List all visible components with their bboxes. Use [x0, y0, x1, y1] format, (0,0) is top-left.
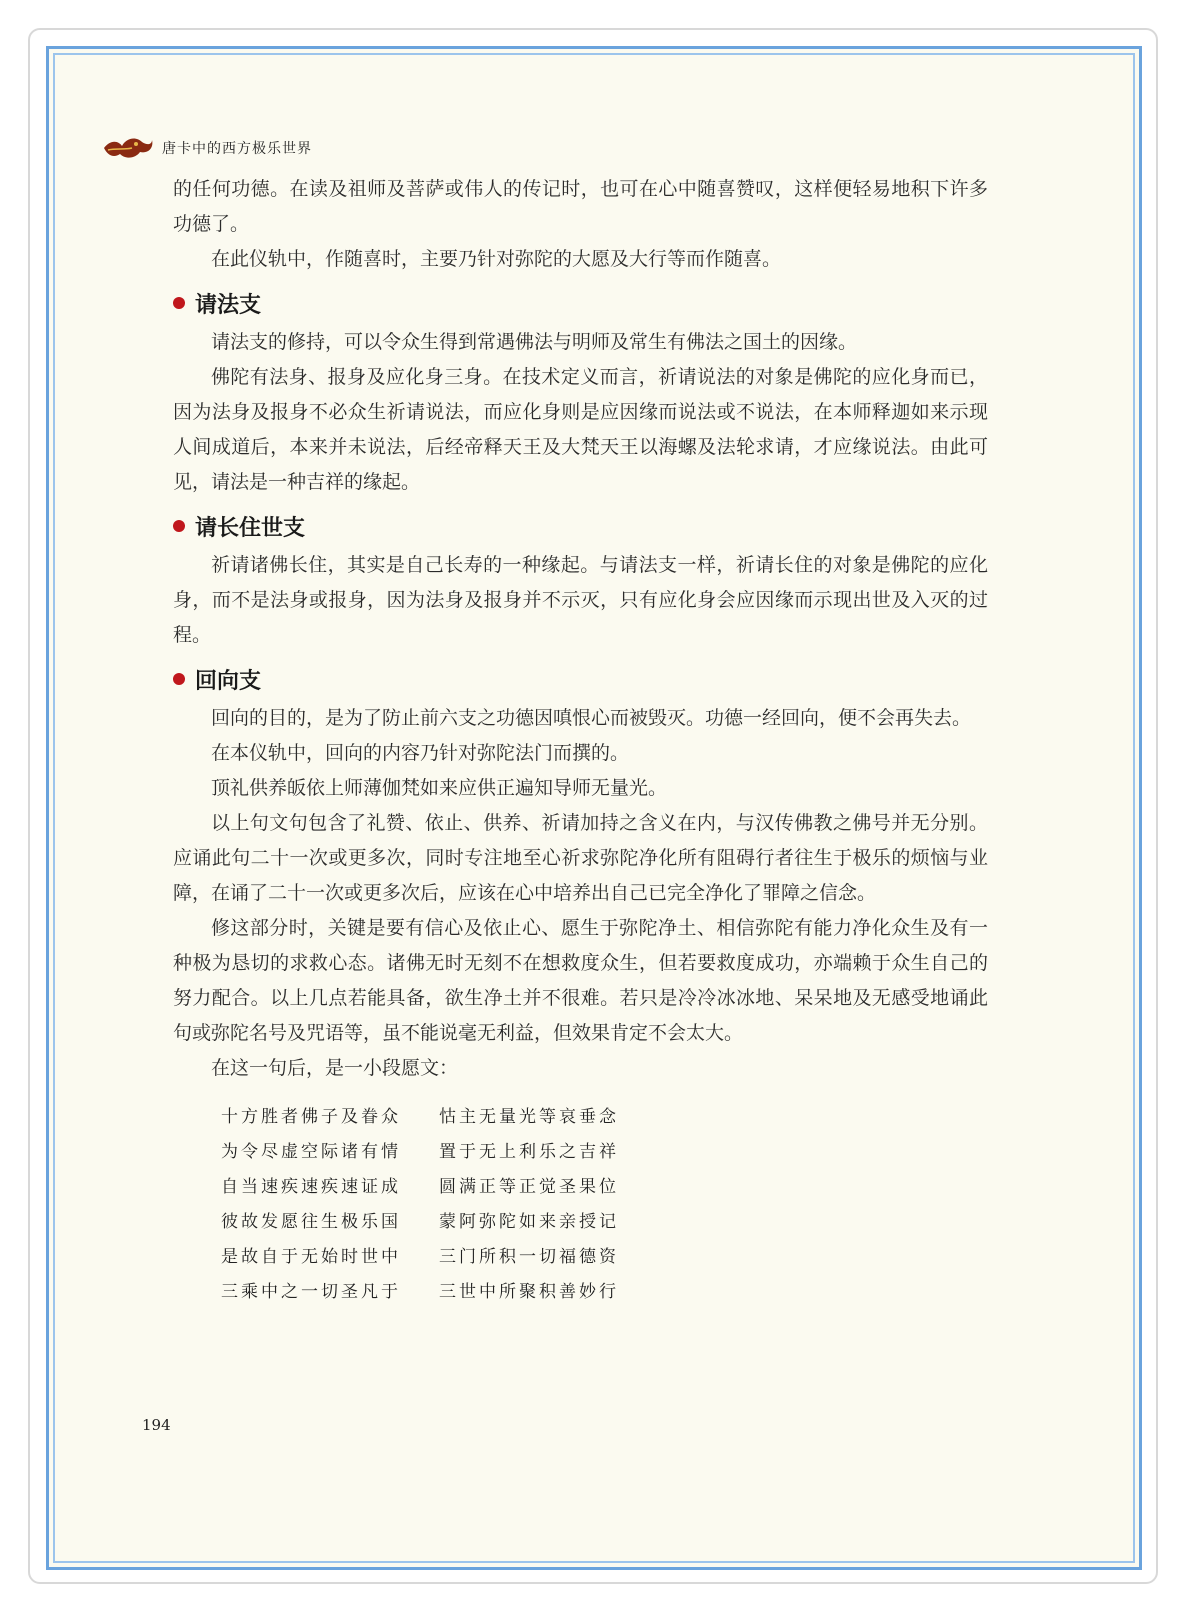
section-heading: [173, 283, 988, 323]
body-paragraph: 修这部分时，关键是要有信心及依止心、愿生于弥陀净土、相信弥陀有能力净化众生及有一种极为恳切的求救心态。诸佛无时无刻不在想救度众生，但若要救度成功，亦端赖于众生自己的努力配合。以上几点若能具备，欲生净土并不很难。若只是冷冷冰冰地、呆呆地及无感受地诵此句或弥陀名号及咒语等，虽不能说毫无利益，但效果肯定不会太大。: [173, 917, 988, 1044]
body-paragraph: 请法支的修持，可以令众生得到常遇佛法与明师及常生有佛法之国土的因缘。: [211, 331, 858, 353]
verse-row: [221, 1100, 988, 1135]
body-paragraph: 在这一句后，是一小段愿文：: [211, 1057, 459, 1079]
verse-left: 三乘中之一切圣凡于: [221, 1282, 401, 1302]
verse-row: [221, 1205, 988, 1240]
page-number: 194: [142, 1416, 171, 1434]
body-paragraph: 祈请诸佛长住，其实是自己长寿的一种缘起。与请法支一样，祈请长住的对象是佛陀的应化身，而不是法身或报身，因为法身及报身并不示灭，只有应化身会应因缘而示现出世及入灭的过程。: [173, 554, 988, 646]
verse-right: 三世中所聚积善妙行: [439, 1282, 619, 1302]
verse-left: 十方胜者佛子及眷众: [221, 1107, 401, 1127]
verse-left: 是故自于无始时世中: [221, 1247, 401, 1267]
section-heading-text: 回向支: [195, 668, 262, 694]
running-title: 唐卡中的西方极乐世界: [162, 141, 312, 157]
dragon-ornament-icon: [102, 134, 154, 162]
body-paragraph: 回向的目的，是为了防止前六支之功德因嗔恨心而被毁灭。功德一经回向，便不会再失去。: [211, 707, 972, 729]
verse-row: [221, 1135, 988, 1170]
running-head: [102, 133, 312, 163]
intro-paragraph: 在此仪轨中，作随喜时，主要乃针对弥陀的大愿及大行等而作随喜。: [211, 248, 782, 270]
bullet-icon: [173, 520, 185, 532]
verse-right: 置于无上利乐之吉祥: [439, 1142, 619, 1162]
verse-right: 三门所积一切福德资: [439, 1247, 619, 1267]
verse-row: [221, 1275, 988, 1310]
verse-row: [221, 1170, 988, 1205]
verse-right: 蒙阿弥陀如来亲授记: [439, 1212, 619, 1232]
verse-right: 圆满正等正觉圣果位: [439, 1177, 619, 1197]
page-content: [173, 172, 988, 1310]
section-heading-text: 请法支: [195, 292, 262, 318]
verse-row: [221, 1240, 988, 1275]
section-heading-text: 请长住世支: [195, 515, 306, 541]
verse-left: 彼故发愿往生极乐国: [221, 1212, 401, 1232]
section-heading: [173, 506, 988, 546]
verse-block: [221, 1100, 988, 1310]
bullet-icon: [173, 673, 185, 685]
section-heading: [173, 659, 988, 699]
intro-paragraph: 的任何功德。在读及祖师及菩萨或伟人的传记时，也可在心中随喜赞叹，这样便轻易地积下许多功德了。: [173, 178, 988, 235]
bullet-icon: [173, 297, 185, 309]
verse-left: 自当速疾速疾速证成: [221, 1177, 401, 1197]
verse-left: 为令尽虚空际诸有情: [221, 1142, 401, 1162]
body-paragraph: 佛陀有法身、报身及应化身三身。在技术定义而言，祈请说法的对象是佛陀的应化身而已，因为法身及报身不必众生祈请说法，而应化身则是应因缘而说法或不说法，在本师释迦如来示现人间成道后，本来并未说法，后经帝释天王及大梵天王以海螺及法轮求请，才应缘说法。由此可见，请法是一种吉祥的缘起。: [173, 366, 988, 493]
body-paragraph: 在本仪轨中，回向的内容乃针对弥陀法门而撰的。: [211, 742, 630, 764]
verse-right: 怙主无量光等哀垂念: [439, 1107, 619, 1127]
mantra-line: 顶礼供养皈依上师薄伽梵如来应供正遍知导师无量光。: [211, 777, 668, 799]
body-paragraph: 以上句文句包含了礼赞、依止、供养、祈请加持之含义在内，与汉传佛教之佛号并无分别。应诵此句二十一次或更多次，同时专注地至心祈求弥陀净化所有阻碍行者往生于极乐的烦恼与业障，在诵了二十一次或更多次后，应该在心中培养出自己已完全净化了罪障之信念。: [173, 812, 988, 904]
